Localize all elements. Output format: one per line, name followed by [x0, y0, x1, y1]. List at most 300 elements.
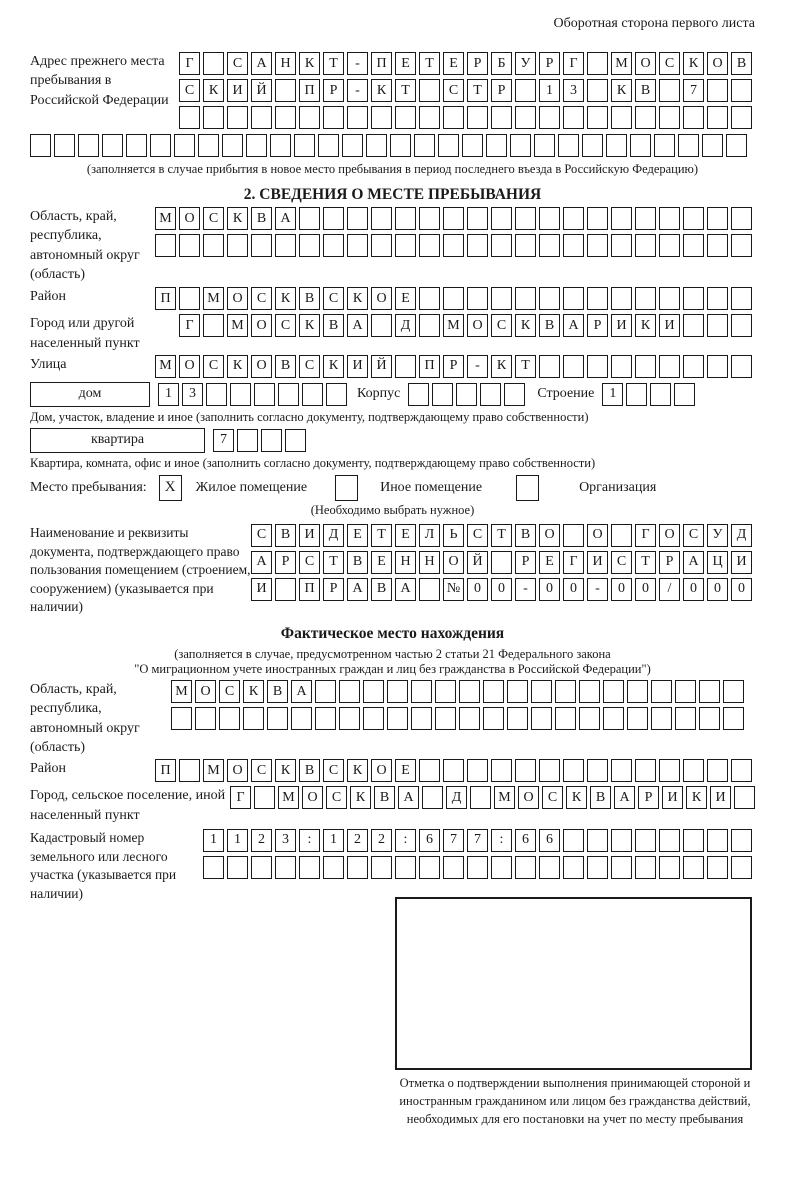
char-box[interactable]: Е: [371, 551, 392, 574]
char-box[interactable]: Б: [491, 52, 512, 75]
char-box[interactable]: Д: [323, 524, 344, 547]
char-box[interactable]: [731, 234, 752, 257]
char-box[interactable]: -: [467, 355, 488, 378]
char-box[interactable]: [678, 134, 699, 157]
char-box[interactable]: [78, 134, 99, 157]
char-box[interactable]: [699, 707, 720, 730]
char-box[interactable]: 0: [707, 578, 728, 601]
char-box[interactable]: Н: [395, 551, 416, 574]
char-box[interactable]: [627, 680, 648, 703]
char-box[interactable]: Г: [563, 551, 584, 574]
char-box[interactable]: [587, 759, 608, 782]
char-box[interactable]: П: [155, 287, 176, 310]
char-box[interactable]: К: [227, 355, 248, 378]
char-box[interactable]: [491, 856, 512, 879]
char-box[interactable]: [315, 707, 336, 730]
char-box[interactable]: [731, 106, 752, 129]
char-box[interactable]: [243, 707, 264, 730]
char-box[interactable]: [611, 287, 632, 310]
char-box[interactable]: В: [590, 786, 611, 809]
char-box[interactable]: [371, 314, 392, 337]
char-box[interactable]: Н: [419, 551, 440, 574]
char-box[interactable]: [227, 856, 248, 879]
char-box[interactable]: О: [587, 524, 608, 547]
char-box[interactable]: [563, 355, 584, 378]
char-box[interactable]: Й: [371, 355, 392, 378]
char-box[interactable]: [203, 234, 224, 257]
char-box[interactable]: [635, 207, 656, 230]
char-box[interactable]: [563, 207, 584, 230]
char-box[interactable]: 7: [213, 429, 234, 452]
char-box[interactable]: [510, 134, 531, 157]
char-box[interactable]: -: [587, 578, 608, 601]
char-box[interactable]: [411, 680, 432, 703]
char-box[interactable]: [254, 383, 275, 406]
char-box[interactable]: 0: [539, 578, 560, 601]
char-box[interactable]: О: [195, 680, 216, 703]
char-box[interactable]: Е: [395, 524, 416, 547]
char-box[interactable]: [563, 759, 584, 782]
char-box[interactable]: [278, 383, 299, 406]
char-box[interactable]: [515, 79, 536, 102]
char-box[interactable]: М: [494, 786, 515, 809]
char-box[interactable]: К: [686, 786, 707, 809]
char-box[interactable]: [323, 106, 344, 129]
char-box[interactable]: [483, 707, 504, 730]
char-box[interactable]: [299, 106, 320, 129]
char-box[interactable]: Р: [275, 551, 296, 574]
char-box[interactable]: Г: [230, 786, 251, 809]
char-box[interactable]: О: [371, 759, 392, 782]
char-box[interactable]: [491, 234, 512, 257]
char-box[interactable]: [579, 680, 600, 703]
char-box[interactable]: [347, 207, 368, 230]
char-box[interactable]: [179, 287, 200, 310]
char-box[interactable]: [467, 856, 488, 879]
char-box[interactable]: 7: [443, 829, 464, 852]
char-box[interactable]: В: [515, 524, 536, 547]
char-box[interactable]: [726, 134, 747, 157]
char-box[interactable]: П: [155, 759, 176, 782]
char-box[interactable]: [606, 134, 627, 157]
char-box[interactable]: С: [467, 524, 488, 547]
char-box[interactable]: [227, 106, 248, 129]
char-box[interactable]: [414, 134, 435, 157]
char-box[interactable]: [179, 106, 200, 129]
char-box[interactable]: [395, 234, 416, 257]
char-box[interactable]: 1: [539, 79, 560, 102]
char-box[interactable]: [659, 106, 680, 129]
char-box[interactable]: [419, 207, 440, 230]
char-box[interactable]: У: [707, 524, 728, 547]
char-box[interactable]: [171, 707, 192, 730]
char-box[interactable]: [432, 383, 453, 406]
char-box[interactable]: О: [539, 524, 560, 547]
char-box[interactable]: [563, 287, 584, 310]
char-box[interactable]: С: [683, 524, 704, 547]
char-box[interactable]: Е: [395, 52, 416, 75]
char-box[interactable]: [326, 383, 347, 406]
apartment-bigbox[interactable]: квартира: [30, 428, 205, 453]
char-box[interactable]: [659, 829, 680, 852]
char-box[interactable]: [635, 106, 656, 129]
char-box[interactable]: [683, 314, 704, 337]
char-box[interactable]: [285, 429, 306, 452]
char-box[interactable]: [539, 106, 560, 129]
char-box[interactable]: А: [347, 578, 368, 601]
char-box[interactable]: Р: [443, 355, 464, 378]
char-box[interactable]: Р: [659, 551, 680, 574]
char-box[interactable]: [582, 134, 603, 157]
char-box[interactable]: О: [302, 786, 323, 809]
char-box[interactable]: [203, 106, 224, 129]
char-box[interactable]: [563, 106, 584, 129]
char-box[interactable]: [707, 314, 728, 337]
char-box[interactable]: М: [171, 680, 192, 703]
char-box[interactable]: 6: [515, 829, 536, 852]
char-box[interactable]: [261, 429, 282, 452]
char-box[interactable]: [275, 234, 296, 257]
char-box[interactable]: [491, 207, 512, 230]
char-box[interactable]: [659, 355, 680, 378]
char-box[interactable]: [515, 759, 536, 782]
char-box[interactable]: [635, 856, 656, 879]
char-box[interactable]: [30, 134, 51, 157]
char-box[interactable]: 7: [683, 79, 704, 102]
char-box[interactable]: Г: [179, 52, 200, 75]
char-box[interactable]: [275, 578, 296, 601]
char-box[interactable]: [534, 134, 555, 157]
char-box[interactable]: [203, 856, 224, 879]
char-box[interactable]: [443, 287, 464, 310]
char-box[interactable]: В: [267, 680, 288, 703]
char-box[interactable]: Д: [731, 524, 752, 547]
char-box[interactable]: Р: [539, 52, 560, 75]
char-box[interactable]: [675, 707, 696, 730]
char-box[interactable]: [366, 134, 387, 157]
char-box[interactable]: /: [659, 578, 680, 601]
char-box[interactable]: [363, 680, 384, 703]
char-box[interactable]: Т: [419, 52, 440, 75]
char-box[interactable]: В: [374, 786, 395, 809]
char-box[interactable]: К: [491, 355, 512, 378]
char-box[interactable]: [323, 234, 344, 257]
char-box[interactable]: Е: [347, 524, 368, 547]
char-box[interactable]: [611, 355, 632, 378]
char-box[interactable]: С: [251, 287, 272, 310]
char-box[interactable]: М: [278, 786, 299, 809]
char-box[interactable]: В: [635, 79, 656, 102]
char-box[interactable]: [219, 707, 240, 730]
char-box[interactable]: 0: [491, 578, 512, 601]
char-box[interactable]: [251, 234, 272, 257]
char-box[interactable]: [515, 207, 536, 230]
char-box[interactable]: [195, 707, 216, 730]
char-box[interactable]: -: [347, 79, 368, 102]
char-box[interactable]: [563, 856, 584, 879]
char-box[interactable]: [635, 287, 656, 310]
char-box[interactable]: Р: [587, 314, 608, 337]
char-box[interactable]: А: [251, 52, 272, 75]
char-box[interactable]: А: [275, 207, 296, 230]
char-box[interactable]: [254, 786, 275, 809]
char-box[interactable]: [731, 856, 752, 879]
char-box[interactable]: 2: [371, 829, 392, 852]
char-box[interactable]: К: [203, 79, 224, 102]
char-box[interactable]: Т: [395, 79, 416, 102]
char-box[interactable]: [467, 287, 488, 310]
char-box[interactable]: И: [299, 524, 320, 547]
char-box[interactable]: [339, 707, 360, 730]
char-box[interactable]: К: [350, 786, 371, 809]
char-box[interactable]: [531, 707, 552, 730]
char-box[interactable]: [587, 207, 608, 230]
char-box[interactable]: [539, 287, 560, 310]
char-box[interactable]: [587, 355, 608, 378]
char-box[interactable]: [491, 287, 512, 310]
char-box[interactable]: [483, 680, 504, 703]
char-box[interactable]: [395, 106, 416, 129]
char-box[interactable]: [467, 234, 488, 257]
char-box[interactable]: [611, 856, 632, 879]
char-box[interactable]: [651, 680, 672, 703]
char-box[interactable]: Е: [539, 551, 560, 574]
char-box[interactable]: К: [515, 314, 536, 337]
char-box[interactable]: [603, 680, 624, 703]
char-box[interactable]: А: [347, 314, 368, 337]
char-box[interactable]: [707, 829, 728, 852]
char-box[interactable]: Т: [323, 551, 344, 574]
char-box[interactable]: Т: [491, 524, 512, 547]
char-box[interactable]: [659, 287, 680, 310]
char-box[interactable]: В: [731, 52, 752, 75]
char-box[interactable]: [587, 52, 608, 75]
char-box[interactable]: И: [227, 79, 248, 102]
char-box[interactable]: [443, 207, 464, 230]
char-box[interactable]: О: [251, 314, 272, 337]
char-box[interactable]: :: [491, 829, 512, 852]
char-box[interactable]: [371, 856, 392, 879]
char-box[interactable]: С: [227, 52, 248, 75]
char-box[interactable]: К: [243, 680, 264, 703]
char-box[interactable]: 2: [347, 829, 368, 852]
char-box[interactable]: [603, 707, 624, 730]
char-box[interactable]: [275, 106, 296, 129]
char-box[interactable]: П: [419, 355, 440, 378]
char-box[interactable]: [371, 207, 392, 230]
char-box[interactable]: [203, 52, 224, 75]
char-box[interactable]: [315, 680, 336, 703]
char-box[interactable]: Р: [467, 52, 488, 75]
char-box[interactable]: И: [662, 786, 683, 809]
char-box[interactable]: [323, 856, 344, 879]
char-box[interactable]: [723, 707, 744, 730]
char-box[interactable]: А: [398, 786, 419, 809]
char-box[interactable]: М: [227, 314, 248, 337]
char-box[interactable]: Р: [638, 786, 659, 809]
char-box[interactable]: [651, 707, 672, 730]
char-box[interactable]: 0: [467, 578, 488, 601]
char-box[interactable]: 1: [158, 383, 179, 406]
char-box[interactable]: О: [467, 314, 488, 337]
char-box[interactable]: [531, 680, 552, 703]
char-box[interactable]: [683, 106, 704, 129]
char-box[interactable]: 6: [419, 829, 440, 852]
char-box[interactable]: В: [251, 207, 272, 230]
char-box[interactable]: К: [275, 287, 296, 310]
char-box[interactable]: Ц: [707, 551, 728, 574]
char-box[interactable]: [467, 759, 488, 782]
char-box[interactable]: А: [395, 578, 416, 601]
char-box[interactable]: [659, 856, 680, 879]
char-box[interactable]: К: [299, 52, 320, 75]
char-box[interactable]: [626, 383, 647, 406]
char-box[interactable]: К: [611, 79, 632, 102]
char-box[interactable]: [155, 234, 176, 257]
char-box[interactable]: Е: [443, 52, 464, 75]
char-box[interactable]: №: [443, 578, 464, 601]
char-box[interactable]: [491, 759, 512, 782]
char-box[interactable]: [419, 287, 440, 310]
char-box[interactable]: [174, 134, 195, 157]
char-box[interactable]: [674, 383, 695, 406]
char-box[interactable]: [179, 759, 200, 782]
char-box[interactable]: [683, 207, 704, 230]
char-box[interactable]: [227, 234, 248, 257]
char-box[interactable]: [635, 355, 656, 378]
char-box[interactable]: [323, 207, 344, 230]
char-box[interactable]: [507, 680, 528, 703]
char-box[interactable]: [395, 355, 416, 378]
char-box[interactable]: [237, 429, 258, 452]
char-box[interactable]: А: [563, 314, 584, 337]
char-box[interactable]: С: [323, 287, 344, 310]
char-box[interactable]: [675, 680, 696, 703]
char-box[interactable]: С: [326, 786, 347, 809]
char-box[interactable]: [342, 134, 363, 157]
char-box[interactable]: [539, 207, 560, 230]
char-box[interactable]: [731, 287, 752, 310]
char-box[interactable]: [587, 829, 608, 852]
char-box[interactable]: 3: [275, 829, 296, 852]
char-box[interactable]: С: [219, 680, 240, 703]
char-box[interactable]: Й: [467, 551, 488, 574]
char-box[interactable]: [371, 106, 392, 129]
char-box[interactable]: [539, 355, 560, 378]
char-box[interactable]: [563, 524, 584, 547]
char-box[interactable]: О: [227, 759, 248, 782]
char-box[interactable]: [435, 680, 456, 703]
char-box[interactable]: [683, 234, 704, 257]
char-box[interactable]: [294, 134, 315, 157]
char-box[interactable]: 2: [251, 829, 272, 852]
char-box[interactable]: М: [155, 355, 176, 378]
char-box[interactable]: 1: [203, 829, 224, 852]
char-box[interactable]: В: [275, 355, 296, 378]
char-box[interactable]: М: [611, 52, 632, 75]
char-box[interactable]: [443, 106, 464, 129]
char-box[interactable]: [387, 707, 408, 730]
char-box[interactable]: [659, 207, 680, 230]
char-box[interactable]: [611, 207, 632, 230]
char-box[interactable]: [150, 134, 171, 157]
char-box[interactable]: С: [203, 355, 224, 378]
char-box[interactable]: [723, 680, 744, 703]
char-box[interactable]: [251, 106, 272, 129]
char-box[interactable]: :: [395, 829, 416, 852]
char-box[interactable]: [659, 79, 680, 102]
char-box[interactable]: Ь: [443, 524, 464, 547]
char-box[interactable]: 7: [467, 829, 488, 852]
char-box[interactable]: [731, 79, 752, 102]
char-box[interactable]: 0: [563, 578, 584, 601]
char-box[interactable]: [438, 134, 459, 157]
char-box[interactable]: [347, 106, 368, 129]
char-box[interactable]: [299, 207, 320, 230]
char-box[interactable]: Е: [395, 287, 416, 310]
char-box[interactable]: Т: [323, 52, 344, 75]
checkbox-zhiloe[interactable]: X: [159, 475, 182, 501]
char-box[interactable]: [539, 234, 560, 257]
char-box[interactable]: 0: [731, 578, 752, 601]
char-box[interactable]: [654, 134, 675, 157]
char-box[interactable]: С: [491, 314, 512, 337]
char-box[interactable]: [491, 106, 512, 129]
char-box[interactable]: [734, 786, 755, 809]
char-box[interactable]: [731, 829, 752, 852]
char-box[interactable]: [363, 707, 384, 730]
char-box[interactable]: [222, 134, 243, 157]
char-box[interactable]: К: [371, 79, 392, 102]
char-box[interactable]: 3: [182, 383, 203, 406]
char-box[interactable]: Т: [371, 524, 392, 547]
char-box[interactable]: 1: [602, 383, 623, 406]
char-box[interactable]: [611, 759, 632, 782]
char-box[interactable]: В: [299, 759, 320, 782]
char-box[interactable]: [443, 234, 464, 257]
char-box[interactable]: [707, 207, 728, 230]
char-box[interactable]: [395, 207, 416, 230]
char-box[interactable]: -: [515, 578, 536, 601]
char-box[interactable]: [699, 680, 720, 703]
char-box[interactable]: [491, 551, 512, 574]
char-box[interactable]: [371, 234, 392, 257]
char-box[interactable]: [230, 383, 251, 406]
char-box[interactable]: [419, 106, 440, 129]
char-box[interactable]: Г: [563, 52, 584, 75]
char-box[interactable]: [558, 134, 579, 157]
char-box[interactable]: [611, 524, 632, 547]
char-box[interactable]: Д: [395, 314, 416, 337]
char-box[interactable]: [611, 106, 632, 129]
char-box[interactable]: [467, 207, 488, 230]
char-box[interactable]: [707, 759, 728, 782]
char-box[interactable]: 0: [635, 578, 656, 601]
char-box[interactable]: [459, 707, 480, 730]
char-box[interactable]: [251, 856, 272, 879]
char-box[interactable]: [275, 79, 296, 102]
char-box[interactable]: 3: [563, 79, 584, 102]
char-box[interactable]: К: [299, 314, 320, 337]
char-box[interactable]: [683, 759, 704, 782]
char-box[interactable]: [731, 314, 752, 337]
char-box[interactable]: [419, 578, 440, 601]
char-box[interactable]: П: [299, 578, 320, 601]
char-box[interactable]: [411, 707, 432, 730]
char-box[interactable]: О: [659, 524, 680, 547]
char-box[interactable]: Т: [467, 79, 488, 102]
char-box[interactable]: О: [443, 551, 464, 574]
